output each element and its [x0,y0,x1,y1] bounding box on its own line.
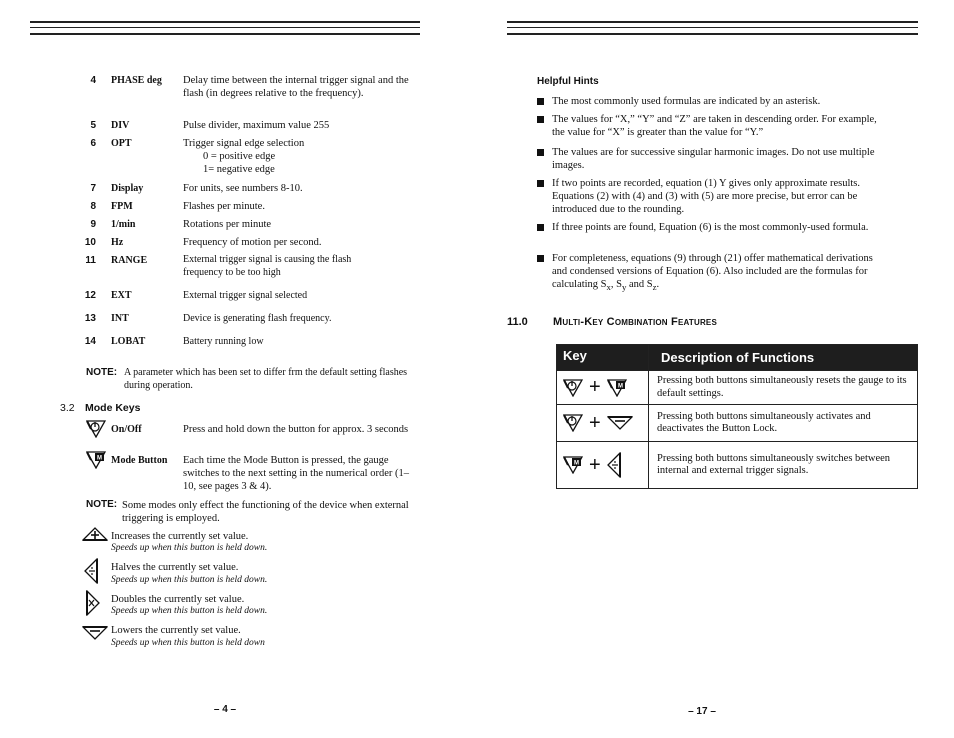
function-desc: Pressing both buttons simultaneously switches between internal and external trigger signals. [649,442,918,489]
setting-label: FPM [111,201,133,212]
function-key-text: Halves the currently set value. [111,562,239,573]
setting-desc: Trigger signal edge selection [183,138,305,149]
svg-text:M: M [97,455,102,462]
minus-key-icon [607,416,633,430]
half-key-icon [607,452,621,478]
setting-num: 4 [90,75,96,86]
hint-sep: and S [626,279,653,290]
bullet-icon [537,149,544,156]
bullet-icon [537,255,544,262]
function-key-sub: Speeds up when this button is held down [111,638,265,648]
setting-label: INT [111,313,129,324]
double-key-icon [86,590,100,616]
plus-sign: + [589,453,601,476]
function-key-text: Doubles the currently set value. [111,594,245,605]
key-combo [557,405,649,442]
subscript: x [606,282,611,293]
setting-num: 10 [84,237,96,248]
mode-key-icon [563,456,583,474]
setting-label: RANGE [111,255,148,266]
setting-label: 1/min [111,219,136,230]
bullet-icon [537,98,544,105]
setting-label: Hz [111,237,124,248]
mode-key-icon [86,451,106,469]
subscript: z [652,282,657,293]
setting-label: EXT [111,290,132,301]
hint-text: The values are for successive singular harmonic images. Do not use multiple images. [552,147,875,171]
section-number: 3.2 [60,402,75,414]
setting-num: 13 [84,313,96,324]
setting-num: 14 [84,336,96,347]
setting-label: PHASE deg [111,75,162,86]
setting-desc: Rotations per minute [183,219,272,230]
bullet-icon [537,180,544,187]
note-label: NOTE: [86,499,118,510]
svg-text:M: M [617,383,623,389]
hint-text: The values for “X,” “Y” and “Z” are taken in descending order. For example, the value for “X” is greater than the value for “Y.” [552,114,877,138]
mode-key-label: Mode Button [111,455,168,466]
plus-sign: + [589,376,601,398]
setting-num: 9 [90,219,96,230]
setting-desc: Delay time between the internal trigger signal and the flash (in degrees relative to the frequency). [183,75,409,99]
setting-desc: Device is generating flash frequency. [183,313,332,324]
note-text: A parameter which has been set to differ frm the default setting flashes during operation. [124,367,408,391]
svg-text:M: M [574,460,579,467]
setting-num: 5 [90,120,96,131]
table-row [557,371,918,405]
setting-label: DIV [111,120,130,131]
bullet-icon [537,224,544,231]
setting-label: LOBAT [111,336,146,347]
hint-text-main: For completeness, equations (9) through (21) offer mathematical derivations and condensed versions of Equation (6). Also included are the formulas for calculating S [552,253,873,290]
right-top-rule-3 [507,33,918,35]
setting-sub: 1= negative edge [203,164,275,175]
setting-num: 7 [90,183,96,194]
hint-text [552,252,888,294]
setting-label: OPT [111,138,132,149]
hint-text: The most commonly used formulas are indicated by an asterisk. [552,96,821,107]
plus-key-icon [82,527,108,541]
key-combo [557,371,649,405]
table-row [557,405,918,442]
function-desc: Pressing both buttons simultaneously resets the gauge to its default settings. [649,371,918,405]
setting-desc: Pulse divider, maximum value 255 [183,120,330,131]
setting-sub: 0 = positive edge [203,151,276,162]
onoff-key-icon [563,379,583,397]
note-label: NOTE: [86,367,118,378]
setting-num: 11 [85,255,96,266]
right-top-rule-1 [507,21,918,23]
section-title: Mode Keys [85,402,141,414]
setting-num: 12 [84,290,96,301]
section-title: Multi-Key Combination Features [553,316,717,328]
onoff-key-icon [563,414,583,432]
setting-desc: Battery running low [183,336,264,347]
table-row [557,442,918,489]
bullet-icon [537,116,544,123]
subscript: y [622,282,627,293]
setting-num: 6 [90,138,96,149]
left-top-rule-1 [30,21,420,23]
function-key-text: Lowers the currently set value. [111,625,241,636]
col-header-desc: Description of Functions [649,345,918,371]
left-top-rule-2 [30,27,420,28]
page-number: – 4 – [213,704,237,715]
hint-sep: , S [610,279,622,290]
function-desc: Pressing both buttons simultaneously activates and deactivates the Button Lock. [649,405,918,442]
minus-key-icon [82,626,108,640]
onoff-key-icon [86,420,106,438]
mode-key-desc: Each time the Mode Button is pressed, the gauge switches to the next setting in the numerical order (1–10, see pages 3 & 4). [183,455,409,492]
hints-title: Helpful Hints [537,76,599,87]
setting-desc: Frequency of motion per second. [183,237,322,248]
function-key-sub: Speeds up when this button is held down. [111,543,268,553]
hint-end: . [656,279,660,290]
page-number: – 17 – [688,706,716,717]
hint-text: If three points are found, Equation (6) is the most commonly-used formula. [552,222,869,233]
note-text: Some modes only effect the functioning of the device when external triggering is employed. [122,500,409,524]
mode-key-label: On/Off [111,424,142,435]
setting-desc: External trigger signal is causing the flash frequency to be too high [183,254,352,278]
col-header-key: Key [557,345,649,371]
function-key-sub: Speeds up when this button is held down. [111,575,268,585]
hint-text: If two points are recorded, equation (1) Y gives only approximate results. Equations (2) with (4) and (3) with (5) are more precise, but error can be introduced due to the rounding. [552,178,861,215]
left-top-rule-3 [30,33,420,35]
plus-sign: + [589,411,601,434]
setting-label: Display [111,183,144,194]
right-top-rule-2 [507,27,918,28]
function-key-sub: Speeds up when this button is held down. [111,606,268,616]
setting-desc: External trigger signal selected [183,290,308,301]
mode-key-desc: Press and hold down the button for approx. 3 seconds [183,424,409,435]
setting-num: 8 [90,201,96,212]
section-number: 11.0 [507,316,528,328]
half-key-icon [84,558,98,584]
multi-key-table [556,344,918,489]
function-key-text: Increases the currently set value. [111,531,249,542]
setting-desc: For units, see numbers 8-10. [183,183,303,194]
key-combo [557,442,649,489]
setting-desc: Flashes per minute. [183,201,265,212]
mode-key-icon [607,379,627,397]
